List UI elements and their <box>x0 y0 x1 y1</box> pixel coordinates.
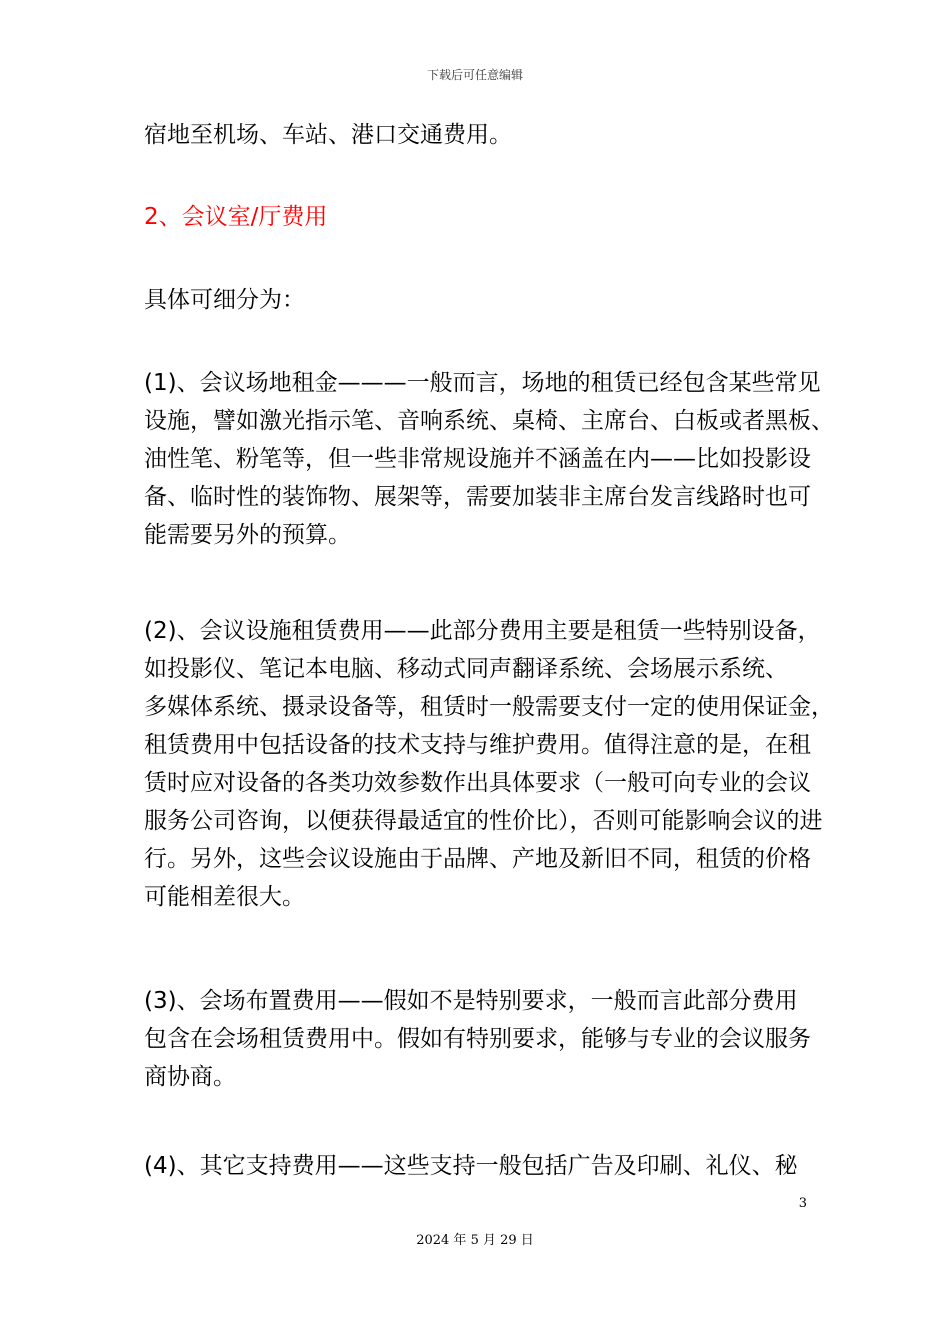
paragraph-intro <box>144 116 834 154</box>
paragraph-item-3 <box>144 982 834 1096</box>
paragraph-line: 服务公司咨询，以便获得最适宜的性价比），否则可能影响会议的进 <box>144 808 823 834</box>
paragraph-subdivide <box>144 281 834 319</box>
paragraph-line: 油性笔、粉笔等，但一些非常规设施并不涵盖在内——比如投影设 <box>144 446 811 472</box>
paragraph-line: 多媒体系统、摄录设备等，租赁时一般需要支付一定的使用保证金， <box>144 694 834 720</box>
paragraph-line: 行。另外，这些会议设施由于品牌、产地及新旧不同，租赁的价格 <box>144 846 811 872</box>
paragraph-line: (3)、会场布置费用——假如不是特别要求，一般而言此部分费用 <box>144 988 798 1014</box>
page-number: 3 <box>798 1196 807 1211</box>
page-header: 下载后可任意编辑 <box>426 68 523 82</box>
paragraph-line: 备、临时性的装饰物、展架等，需要加装非主席台发言线路时也可 <box>144 484 811 510</box>
paragraph-line: (1)、会议场地租金———一般而言，场地的租赁已经包含某些常见 <box>144 370 821 396</box>
paragraph-line: 如投影仪、笔记本电脑、移动式同声翻译系统、会场展示系统、 <box>144 656 788 682</box>
paragraph-line: 设施，譬如激光指示笔、音响系统、桌椅、主席台、白板或者黑板、 <box>144 408 834 434</box>
paragraph-line: 商协商。 <box>144 1064 236 1090</box>
paragraph-item-2 <box>144 612 834 916</box>
paragraph-line: 能需要另外的预算。 <box>144 522 351 548</box>
paragraph-line: 赁时应对设备的各类功效参数作出具体要求（一般可向专业的会议 <box>144 770 811 796</box>
paragraph-item-1 <box>144 364 834 554</box>
paragraph-line: (4)、其它支持费用——这些支持一般包括广告及印刷、礼仪、秘 <box>144 1153 798 1179</box>
paragraph-line: (2)、会议设施租赁费用——此部分费用主要是租赁一些特别设备， <box>144 618 821 644</box>
paragraph-line: 租赁费用中包括设备的技术支持与维护费用。值得注意的是，在租 <box>144 732 811 758</box>
paragraph-line: 具体可细分为： <box>144 287 305 313</box>
section-heading <box>144 198 834 236</box>
heading-line: 2、会议室/厅费用 <box>144 204 328 230</box>
footer-date: 2024 年 5 月 29 日 <box>416 1233 534 1248</box>
paragraph-line: 包含在会场租赁费用中。假如有特别要求，能够与专业的会议服务 <box>144 1026 811 1052</box>
paragraph-line: 宿地至机场、车站、港口交通费用。 <box>144 122 512 148</box>
paragraph-item-4 <box>144 1147 834 1185</box>
paragraph-line: 可能相差很大。 <box>144 884 305 910</box>
